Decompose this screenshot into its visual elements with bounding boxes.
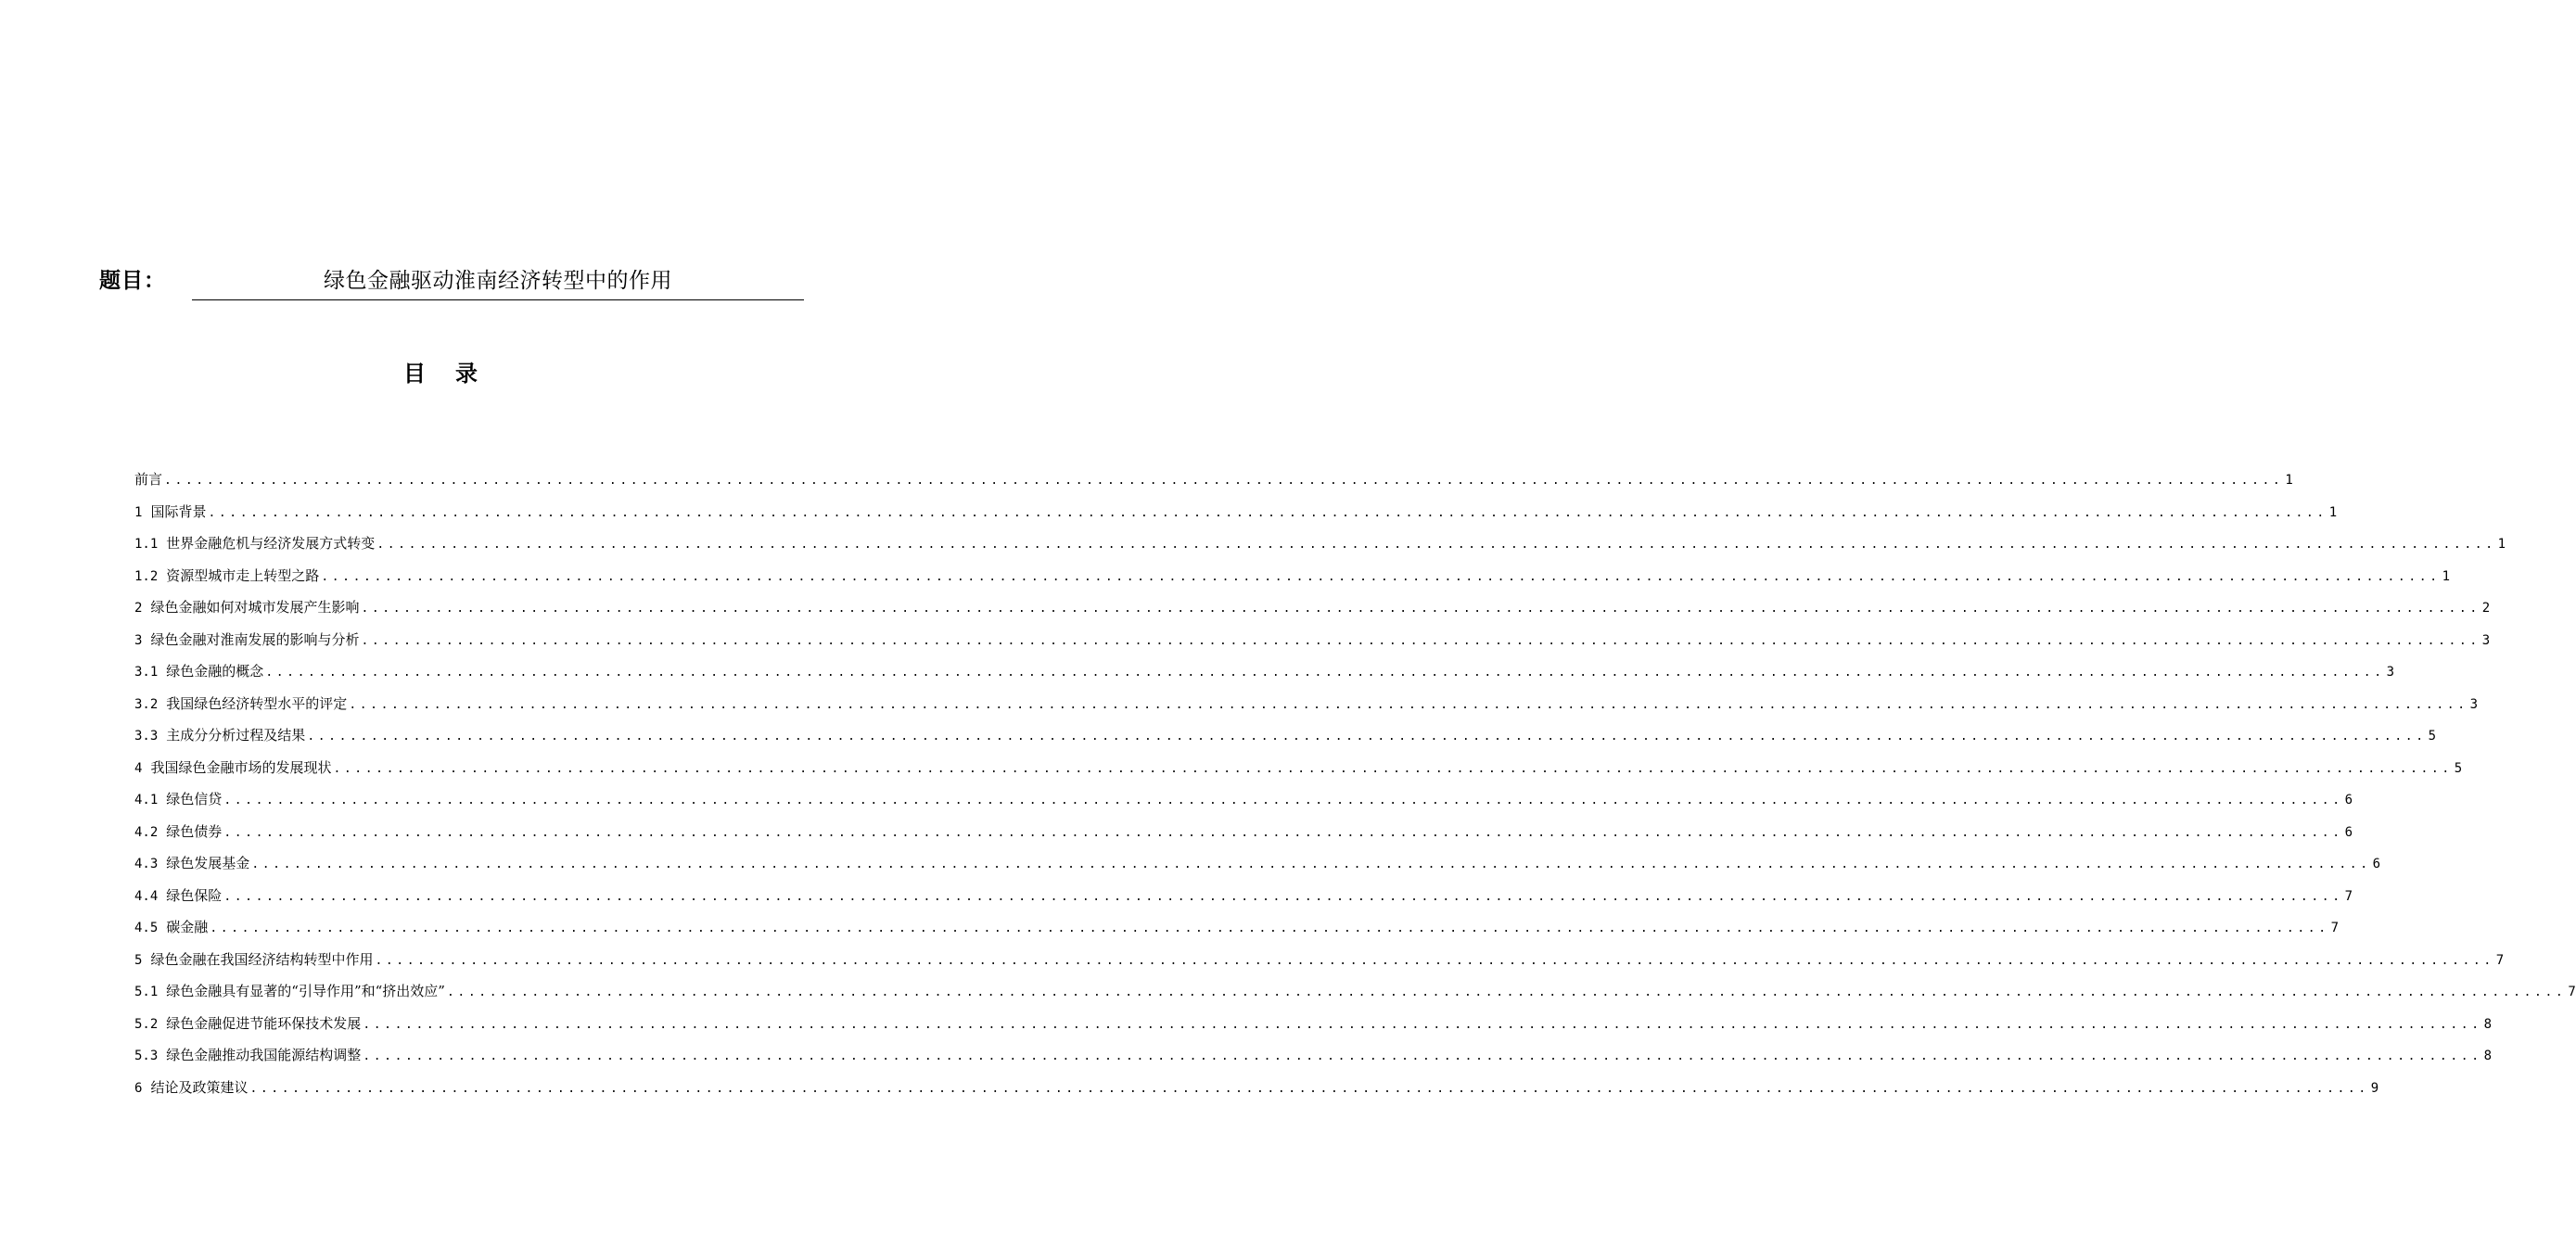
toc-entry-number: 4.2 xyxy=(134,824,159,840)
toc-dot-leader: ........................................................................................................................................................................................................ xyxy=(361,602,2480,616)
toc-page-number: 1 xyxy=(2328,504,2338,520)
toc-entry[interactable] xyxy=(134,885,2353,918)
toc-entry-title: 绿色金融如何对城市发展产生影响 xyxy=(150,599,360,616)
toc-page-number: 1 xyxy=(2497,537,2506,552)
title-underline xyxy=(192,299,804,300)
toc-page-number: 8 xyxy=(2483,1049,2493,1063)
toc-page-number: 3 xyxy=(2469,696,2479,712)
toc-dot-leader: ........................................................................................................................................................................................................ xyxy=(349,697,2468,712)
toc-entry-title: 我国绿色金融市场的发展现状 xyxy=(150,758,332,776)
toc-dot-leader: ........................................................................................................................................................................................................ xyxy=(446,985,2567,999)
toc-entry-number: 6 xyxy=(134,1080,143,1096)
toc-entry-number: 3.1 xyxy=(134,665,159,680)
toc-page-number: 1 xyxy=(2442,568,2451,584)
toc-entry[interactable] xyxy=(134,725,2437,757)
toc-dot-leader: ........................................................................................................................................................................................................ xyxy=(210,922,2329,935)
toc-page-number: 5 xyxy=(2454,760,2463,776)
toc-entry-title: 前言 xyxy=(134,471,163,488)
toc-entry-number: 2 xyxy=(134,601,143,616)
toc-entry-title: 绿色发展基金 xyxy=(166,855,250,871)
toc-entry-title: 碳金融 xyxy=(166,919,209,935)
toc-entry[interactable] xyxy=(134,629,2491,662)
toc-dot-leader: ........................................................................................................................................................................................................ xyxy=(223,794,2343,807)
toc-entry-title: 绿色金融促进节能环保技术发展 xyxy=(166,1014,362,1032)
toc-dot-leader: ........................................................................................................................................................................................................ xyxy=(164,474,2284,488)
toc-dot-leader: ........................................................................................................................................................................................................ xyxy=(321,569,2441,584)
toc-entry-number: 5.3 xyxy=(134,1049,159,1063)
toc-entry-title: 绿色金融的概念 xyxy=(166,663,264,680)
toc-entry[interactable] xyxy=(134,597,2491,629)
toc-heading-char-1: 目 xyxy=(403,361,426,387)
toc-dot-leader: ........................................................................................................................................................................................................ xyxy=(361,633,2480,648)
toc-page-number: 3 xyxy=(2481,632,2491,648)
toc-entry-title: 世界金融危机与经济发展方式转变 xyxy=(166,535,376,552)
toc-entry[interactable] xyxy=(134,949,2505,982)
toc-page-number: 7 xyxy=(2568,985,2576,999)
toc-entry-number: 1.2 xyxy=(134,568,159,584)
toc-entry-number: 3.2 xyxy=(134,696,159,712)
table-of-contents xyxy=(134,469,2576,1109)
toc-entry[interactable] xyxy=(134,789,2353,821)
toc-entry-title: 主成分分析过程及结果 xyxy=(166,727,306,744)
toc-dot-leader: ........................................................................................................................................................................................................ xyxy=(251,858,2371,871)
toc-page-number: 6 xyxy=(2344,824,2353,840)
toc-entry[interactable] xyxy=(134,1013,2493,1046)
toc-dot-leader: ........................................................................................................................................................................................................ xyxy=(223,825,2343,840)
toc-entry-title: 结论及政策建议 xyxy=(150,1078,249,1096)
toc-entry[interactable] xyxy=(134,469,2293,502)
toc-entry[interactable] xyxy=(134,502,2338,534)
toc-page-number: 6 xyxy=(2344,793,2353,807)
toc-page-number: 7 xyxy=(2495,952,2505,968)
toc-entry-number: 3.3 xyxy=(134,729,159,744)
toc-dot-leader: ........................................................................................................................................................................................................ xyxy=(265,666,2385,680)
toc-entry-number: 4.1 xyxy=(134,793,159,807)
toc-entry[interactable] xyxy=(134,533,2506,566)
toc-page-number: 8 xyxy=(2483,1016,2493,1032)
toc-entry[interactable] xyxy=(134,821,2353,854)
toc-dot-leader: ........................................................................................................................................................................................................ xyxy=(249,1081,2369,1096)
toc-page-number: 7 xyxy=(2330,921,2340,935)
toc-entry-number: 3 xyxy=(134,632,143,648)
toc-entry[interactable] xyxy=(134,981,2576,1013)
document-title: 绿色金融驱动淮南经济转型中的作用 xyxy=(324,269,672,293)
toc-entry-title: 绿色金融推动我国能源结构调整 xyxy=(166,1047,362,1063)
toc-entry[interactable] xyxy=(134,853,2381,885)
toc-page-number: 9 xyxy=(2370,1080,2379,1096)
title-label: 题目： xyxy=(99,269,166,293)
toc-entry-number: 4.3 xyxy=(134,857,159,871)
toc-entry-title: 绿色信贷 xyxy=(166,791,223,807)
toc-heading-char-2: 录 xyxy=(455,361,478,387)
toc-entry-title: 资源型城市走上转型之路 xyxy=(166,566,320,584)
toc-page-number: 7 xyxy=(2344,888,2353,904)
toc-entry-title: 绿色金融对淮南发展的影响与分析 xyxy=(150,630,360,648)
toc-dot-leader: ........................................................................................................................................................................................................ xyxy=(363,1049,2482,1063)
toc-entry-number: 1 xyxy=(134,504,143,520)
toc-entry-number: 4 xyxy=(134,760,143,776)
toc-page-number: 2 xyxy=(2481,601,2491,616)
toc-entry-title: 国际背景 xyxy=(150,502,207,520)
toc-page-number: 1 xyxy=(2285,473,2293,488)
toc-entry[interactable] xyxy=(134,757,2463,790)
toc-dot-leader: ........................................................................................................................................................................................................ xyxy=(375,953,2494,968)
toc-entry-number: 4.5 xyxy=(134,921,159,935)
toc-entry[interactable] xyxy=(134,1077,2379,1110)
toc-entry-title: 绿色保险 xyxy=(166,886,223,904)
toc-dot-leader: ........................................................................................................................................................................................................ xyxy=(223,889,2343,904)
toc-entry-title: 我国绿色经济转型水平的评定 xyxy=(166,694,348,712)
toc-entry[interactable] xyxy=(134,566,2451,598)
toc-page-number: 3 xyxy=(2386,665,2395,680)
toc-entry-title: 绿色金融具有显著的“引导作用”和“挤出效应” xyxy=(166,983,445,999)
toc-dot-leader: ........................................................................................................................................................................................................ xyxy=(376,538,2496,552)
toc-entry[interactable] xyxy=(134,661,2395,693)
toc-entry[interactable] xyxy=(134,917,2340,949)
toc-entry[interactable] xyxy=(134,693,2479,726)
toc-dot-leader: ........................................................................................................................................................................................................ xyxy=(307,730,2427,744)
toc-dot-leader: ........................................................................................................................................................................................................ xyxy=(208,505,2327,520)
toc-entry-title: 绿色债券 xyxy=(166,822,223,840)
toc-dot-leader: ........................................................................................................................................................................................................ xyxy=(363,1017,2482,1032)
toc-entry-number: 5 xyxy=(134,952,143,968)
toc-heading xyxy=(0,355,881,388)
title-row xyxy=(0,258,881,304)
toc-entry[interactable] xyxy=(134,1045,2493,1077)
toc-page-number: 6 xyxy=(2372,857,2381,871)
toc-entry-title: 绿色金融在我国经济结构转型中作用 xyxy=(150,950,374,968)
toc-dot-leader: ........................................................................................................................................................................................................ xyxy=(333,761,2453,776)
toc-entry-number: 5.1 xyxy=(134,985,159,999)
toc-page-number: 5 xyxy=(2428,729,2437,744)
toc-entry-number: 1.1 xyxy=(134,537,159,552)
toc-entry-number: 5.2 xyxy=(134,1016,159,1032)
toc-entry-number: 4.4 xyxy=(134,888,159,904)
